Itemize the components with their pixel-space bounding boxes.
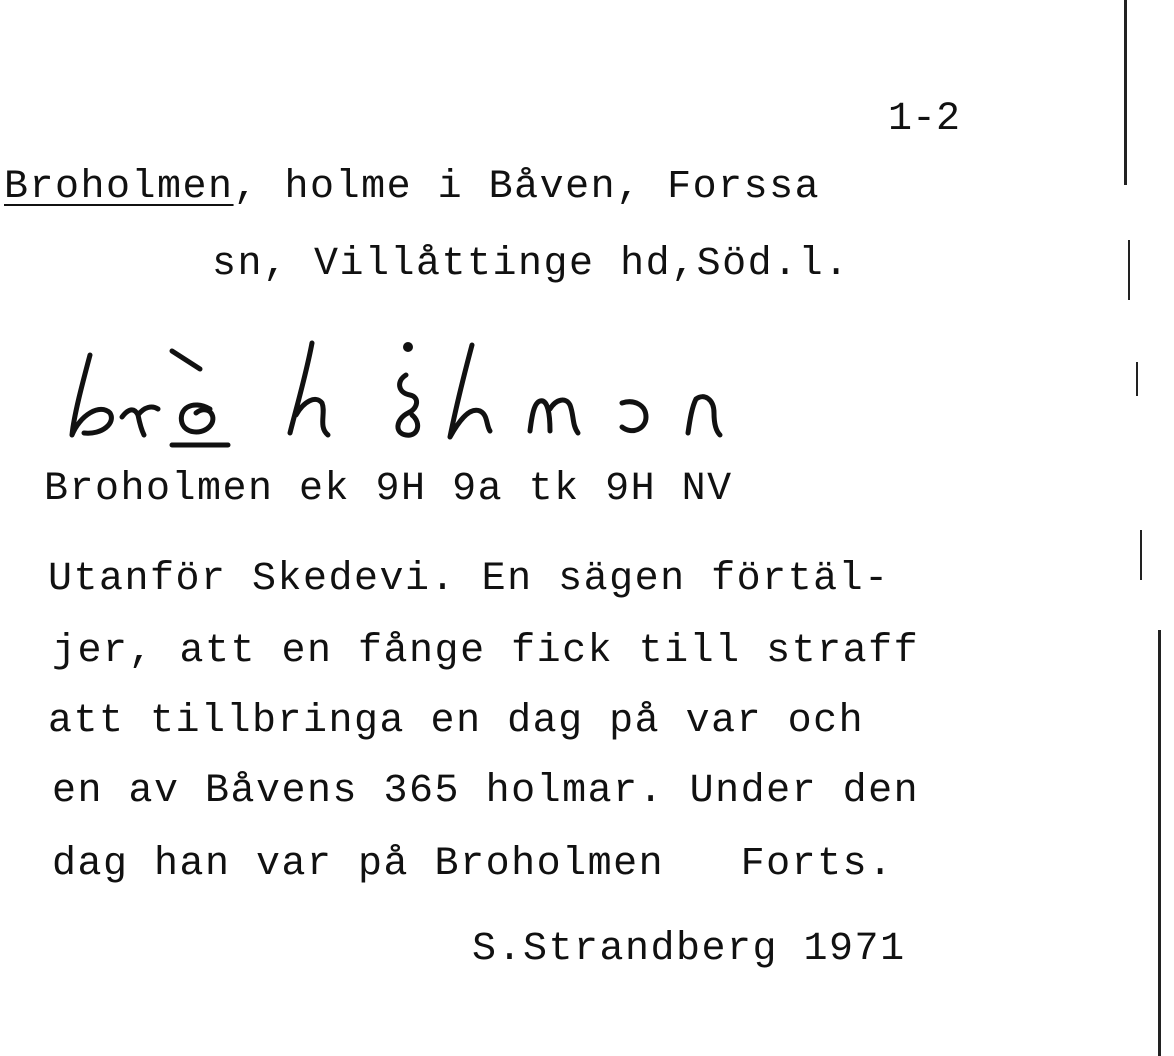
signature: S.Strandberg 1971 xyxy=(472,927,906,972)
heading-line-2: sn, Villåttinge hd,Söd.l. xyxy=(212,242,850,287)
headword: Broholmen xyxy=(4,165,234,210)
source-reference: Broholmen ek 9H 9a tk 9H NV xyxy=(44,467,733,512)
body-line: Utanför Skedevi. En sägen förtäl- xyxy=(48,557,890,602)
body-line: en av Båvens 365 holmar. Under den xyxy=(52,769,920,814)
heading-line-1 xyxy=(4,165,821,210)
card-edge xyxy=(1158,630,1161,1056)
body-line: dag han var på Broholmen Forts. xyxy=(52,842,894,887)
heading-description: , holme i Båven, Forssa xyxy=(233,165,821,210)
card-edge xyxy=(1124,0,1127,185)
card-edge xyxy=(1136,362,1138,396)
card-edge xyxy=(1140,530,1142,580)
body-line: att tillbringa en dag på var och xyxy=(48,699,865,744)
phonetic-transcription xyxy=(60,335,740,455)
card-number: 1-2 xyxy=(888,97,961,142)
body-line: jer, att en fånge fick till straff xyxy=(52,629,920,674)
card-edge xyxy=(1128,240,1130,300)
